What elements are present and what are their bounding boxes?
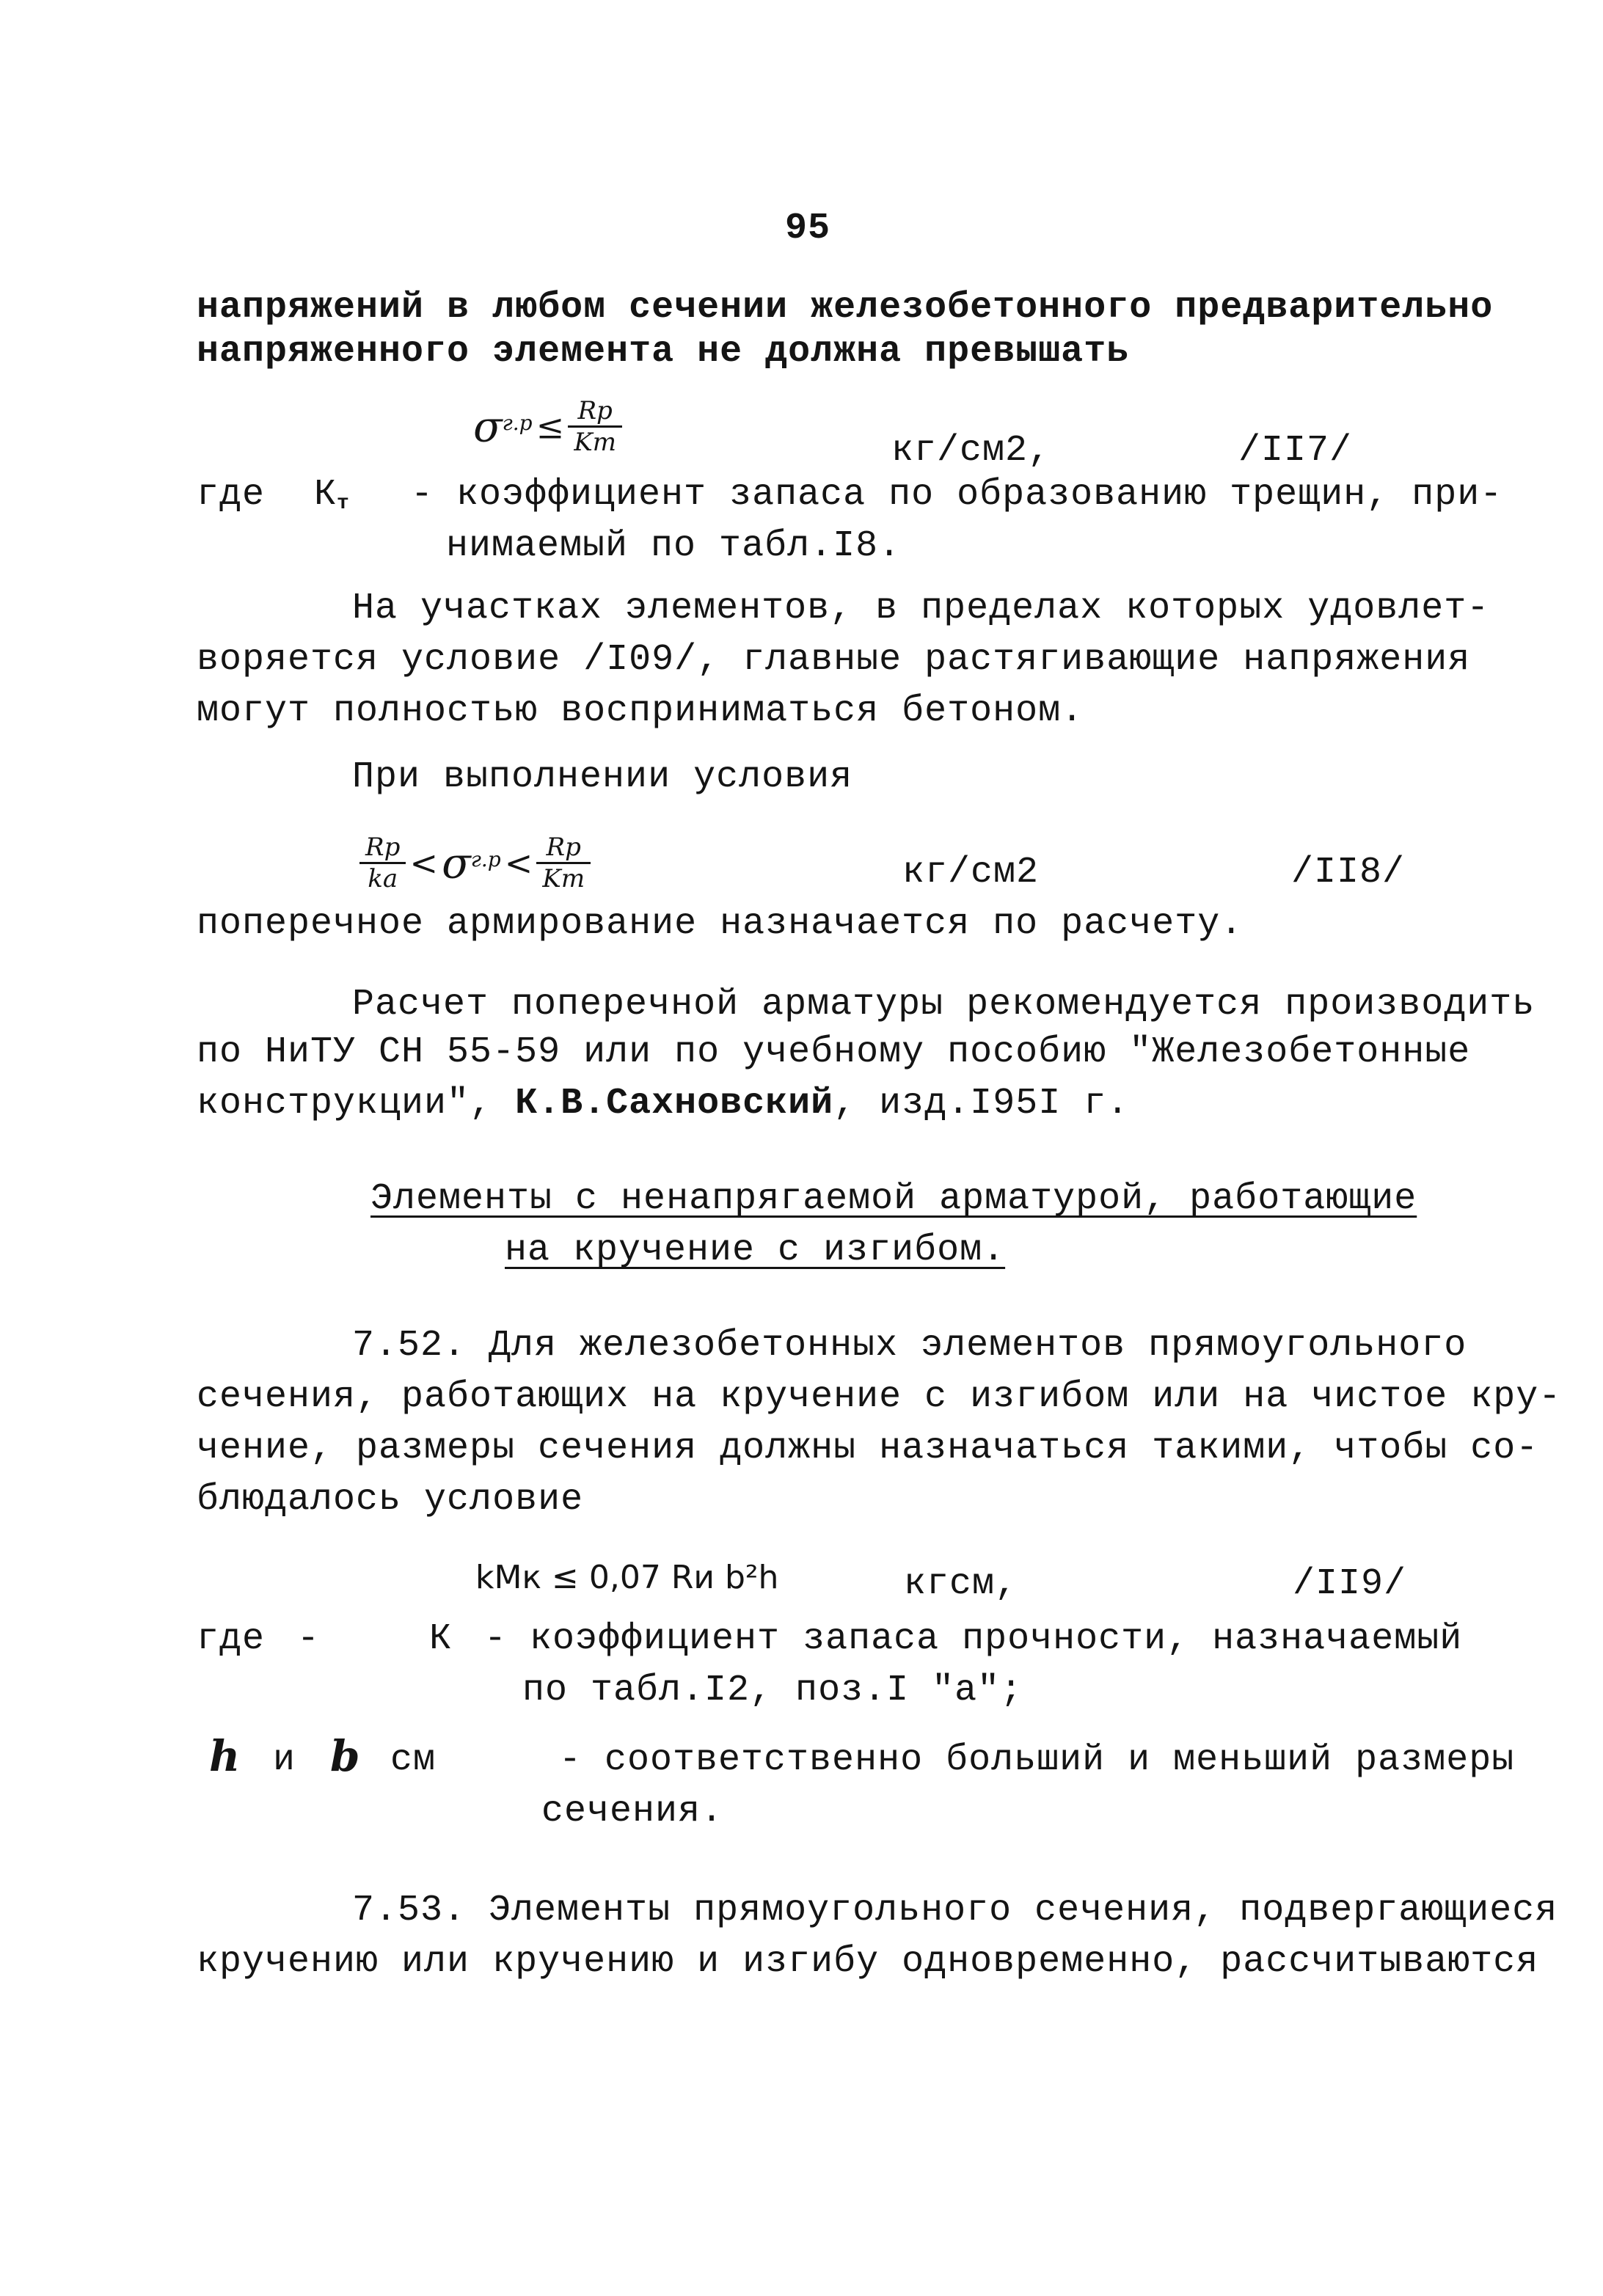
author-name: К.В.Сахновский — [515, 1083, 834, 1125]
formula-119-unit: кгсм, — [904, 1563, 1018, 1605]
formula-117-number: /II7/ — [1238, 430, 1353, 472]
para-752-line-1: 7.52. Для железобетонных элементов прямоугольного — [352, 1325, 1467, 1367]
where-label-117: где — [197, 474, 266, 516]
formula-119-number: /II9/ — [1293, 1563, 1407, 1605]
para-109-line-1: На участках элементов, в пределах которых удовлет- — [352, 588, 1490, 629]
formula-117-unit: кг/см2, — [891, 430, 1051, 472]
kt-description-line-1: - коэффициент запаса по образованию трещин, при- — [411, 474, 1503, 516]
k-description-line-1: - коэффициент запаса прочности, назначаемый — [484, 1618, 1463, 1660]
kt-description-line-2: нимаемый по табл.I8. — [446, 525, 902, 567]
formula-119-expression: kMк ≤ 0,07 Rи b²h — [475, 1559, 779, 1596]
symbol-h: h — [209, 1731, 241, 1781]
para-calc-line-3-end: , изд.I95I г. — [833, 1083, 1130, 1125]
section-heading-line-1: Элементы с ненапрягаемой арматурой, работающие — [370, 1178, 1417, 1220]
formula-118 — [359, 833, 591, 893]
relation-le: ≤ — [536, 406, 565, 447]
symbol-b: b — [330, 1731, 360, 1781]
fraction-1-numerator: Rр — [359, 833, 406, 864]
sigma-subscript-118: г.р — [470, 847, 501, 871]
fraction-2-numerator: Rр — [536, 833, 591, 864]
para-calc-line-1: Расчет поперечной арматуры рекомендуется производить — [352, 984, 1536, 1025]
intro-line-1: напряжений в любом сечении железобетонного предварительно — [197, 287, 1494, 329]
relation-lt-2: < — [504, 843, 533, 883]
para-753-line-1: 7.53. Элементы прямоугольного сечения, подвергающиеся — [352, 1890, 1558, 1931]
fraction-1-denominator: kа — [368, 864, 398, 893]
hb-description-line-1: - соответственно больший и меньший размеры — [559, 1739, 1515, 1781]
fraction-rp-kt — [568, 396, 622, 457]
para-752-line-3: чение, размеры сечения должны назначаться такими, чтобы со- — [197, 1427, 1539, 1469]
symbol-k-119: К — [429, 1618, 453, 1660]
para-109-line-3: могут полностью восприниматься бетоном. — [197, 690, 1084, 732]
sigma-symbol-118: σ — [442, 838, 471, 888]
fraction-denominator: Kт — [574, 428, 616, 457]
fraction-2-denominator: Kт — [542, 864, 585, 893]
formula-117 — [473, 396, 622, 457]
para-752-line-2: сечения, работающих на кручение с изгибом или на чистое кру- — [197, 1376, 1562, 1418]
para-109-line-2: воряется условие /I09/, главные растягивающие напряжения — [197, 639, 1471, 681]
fraction-rp-kt-118 — [536, 833, 591, 893]
hb-unit: см — [390, 1739, 437, 1781]
where-dash-119: - — [297, 1618, 321, 1660]
symbol-k: К — [314, 474, 337, 516]
para-752-line-4: блюдалось условие — [197, 1479, 584, 1521]
para-calc-line-3-start: конструкции", — [197, 1083, 516, 1125]
where-label-119: где — [197, 1618, 266, 1660]
intro-line-2: напряженного элемента не должна превышать — [197, 331, 1130, 373]
formula-118-number: /II8/ — [1291, 852, 1406, 893]
symbol-kt — [314, 473, 350, 526]
formula-118-unit: кг/см2 — [902, 852, 1040, 893]
para-calc-line-3 — [197, 1082, 1129, 1126]
condition-intro: При выполнении условия — [352, 756, 853, 798]
relation-lt-1: < — [409, 843, 439, 883]
sigma-subscript: г.р — [502, 411, 533, 435]
hb-and: и — [273, 1739, 296, 1781]
hb-description-line-2: сечения. — [541, 1791, 724, 1832]
para-753-line-2: кручению или кручению и изгибу одновременно, рассчитываются — [197, 1941, 1539, 1983]
after-118-text: поперечное армирование назначается по расчету. — [197, 903, 1244, 945]
sigma-symbol: σ — [473, 401, 503, 452]
para-calc-line-2: по НиТУ СН 55-59 или по учебному пособию "Железобетонные — [197, 1031, 1471, 1073]
page-number: 95 — [785, 208, 831, 249]
symbol-t-subscript: т — [337, 492, 350, 515]
section-heading-line-2: на кручение с изгибом. — [505, 1229, 1006, 1271]
k-description-line-2: по табл.I2, поз.I "а"; — [522, 1670, 1023, 1711]
fraction-rp-ka — [359, 833, 406, 893]
fraction-numerator: Rр — [568, 396, 622, 428]
